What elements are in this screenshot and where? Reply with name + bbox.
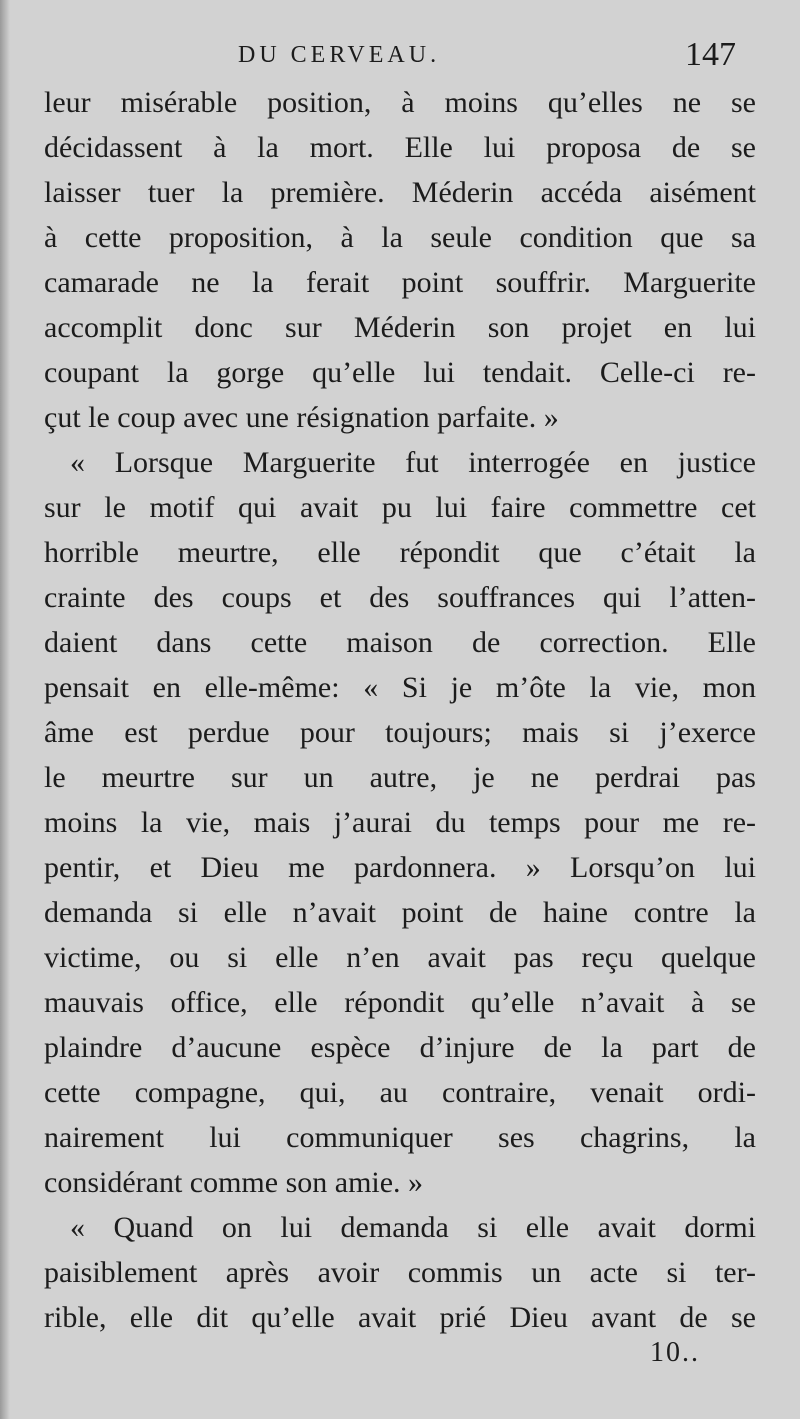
text-line: crainte des coups et des souffrances qui l’atten-: [44, 581, 756, 614]
text-line: « Quand on lui demanda si elle avait dormi: [70, 1211, 756, 1244]
text-line: camarade ne la ferait point souffrir. Marguerite: [44, 266, 756, 299]
text-line: nairement lui communiquer ses chagrins, la: [44, 1121, 756, 1154]
page-number: 147: [685, 36, 736, 73]
text-line: pentir, et Dieu me pardonnera. » Lorsqu’on lui: [44, 851, 756, 884]
text-line: leur misérable position, à moins qu’elles ne se: [44, 86, 756, 119]
text-line: coupant la gorge qu’elle lui tendait. Celle-ci re-: [44, 356, 756, 389]
gutter-shadow: [0, 0, 10, 1419]
text-line: le meurtre sur un autre, je ne perdrai pas: [44, 761, 756, 794]
text-line: âme est perdue pour toujours; mais si j’exerce: [44, 716, 756, 749]
text-line: à cette proposition, à la seule condition que sa: [44, 221, 756, 254]
text-line: « Lorsque Marguerite fut interrogée en justice: [70, 446, 756, 479]
page-header: [0, 36, 800, 86]
text-line: daient dans cette maison de correction. Elle: [44, 626, 756, 659]
text-line: çut le coup avec une résignation parfaite. »: [44, 401, 559, 434]
text-line: sur le motif qui avait pu lui faire commettre cet: [44, 491, 756, 524]
signature-mark: 10..: [650, 1337, 700, 1368]
text-line: accomplit donc sur Méderin son projet en lui: [44, 311, 756, 344]
text-line: victime, ou si elle n’en avait pas reçu quelque: [44, 941, 756, 974]
text-line: rible, elle dit qu’elle avait prié Dieu avant de se: [44, 1301, 756, 1334]
page-body: [44, 80, 756, 1340]
text-line: demanda si elle n’avait point de haine contre la: [44, 896, 756, 929]
running-title: DU CERVEAU.: [238, 42, 441, 68]
text-line: plaindre d’aucune espèce d’injure de la part de: [44, 1031, 756, 1064]
text-line: paisiblement après avoir commis un acte si ter-: [44, 1256, 756, 1289]
text-line: laisser tuer la première. Méderin accéda aisément: [44, 176, 756, 209]
text-line: pensait en elle-même: « Si je m’ôte la vie, mon: [44, 671, 756, 704]
text-line: moins la vie, mais j’aurai du temps pour me re-: [44, 806, 756, 839]
text-line: horrible meurtre, elle répondit que c’était la: [44, 536, 756, 569]
text-line: décidassent à la mort. Elle lui proposa de se: [44, 131, 756, 164]
text-line: considérant comme son amie. »: [44, 1166, 424, 1199]
text-line: cette compagne, qui, au contraire, venait ordi-: [44, 1076, 756, 1109]
text-line: mauvais office, elle répondit qu’elle n’avait à se: [44, 986, 756, 1019]
